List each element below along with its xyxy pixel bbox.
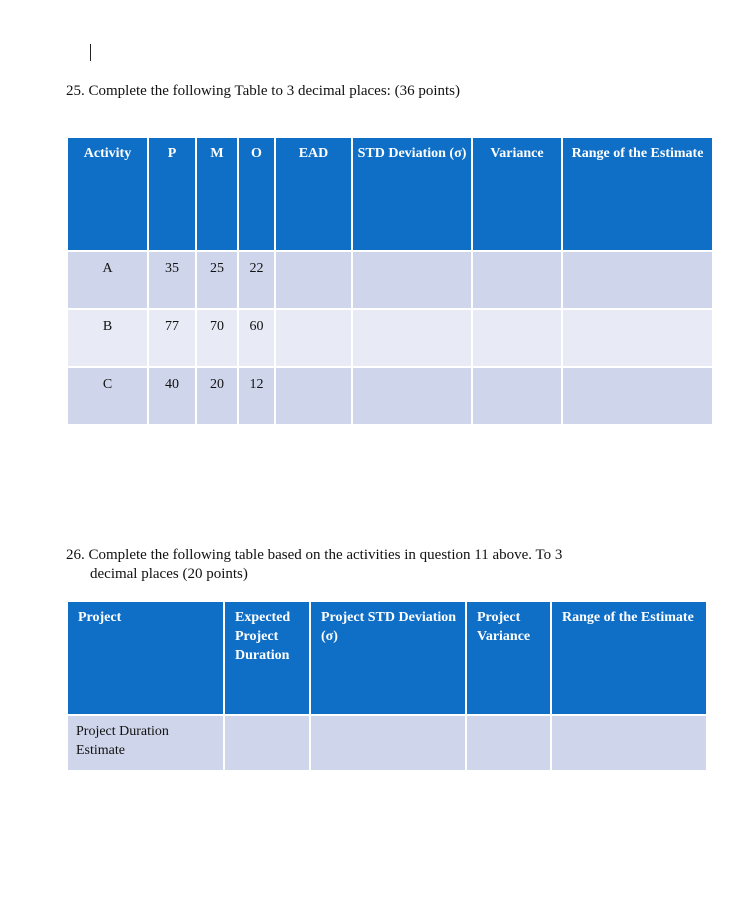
table-row [67,367,713,425]
table-header-row [67,601,707,715]
header-o: O [238,137,275,251]
table-header-row [67,137,713,251]
header-p: P [148,137,196,251]
cell-activity: B [67,309,148,367]
header-project: Project [67,601,224,715]
cell-m: 70 [196,309,238,367]
cell-p: 35 [148,251,196,309]
cell-variance[interactable] [466,715,551,771]
question-25: 25. Complete the following Table to 3 decimal places: (36 points) [66,83,461,99]
header-activity: Activity [67,137,148,251]
project-table [66,600,708,772]
cell-m: 20 [196,367,238,425]
cell-ead[interactable] [275,309,352,367]
cell-p: 40 [148,367,196,425]
table-row [67,251,713,309]
cell-ead[interactable] [275,367,352,425]
cell-std[interactable] [352,251,472,309]
cell-activity: A [67,251,148,309]
question-26-line1: 26. Complete the following table based on the activities in question 11 above. To 3 [66,547,563,563]
cell-project-label: Project Duration Estimate [67,715,224,771]
header-project-variance: Project Variance [466,601,551,715]
cell-ead[interactable] [275,251,352,309]
table-row [67,309,713,367]
cell-range[interactable] [562,251,713,309]
table-row [67,715,707,771]
header-m: M [196,137,238,251]
cell-range[interactable] [551,715,707,771]
cell-std[interactable] [352,367,472,425]
header-range: Range of the Estimate [551,601,707,715]
cell-expected[interactable] [224,715,310,771]
cell-m: 25 [196,251,238,309]
header-ead: EAD [275,137,352,251]
cell-range[interactable] [562,367,713,425]
cell-std[interactable] [310,715,466,771]
header-std-deviation: STD Deviation (σ) [352,137,472,251]
cell-variance[interactable] [472,251,562,309]
header-project-std: Project STD Deviation (σ) [310,601,466,715]
text-cursor [90,44,91,61]
cell-p: 77 [148,309,196,367]
cell-range[interactable] [562,309,713,367]
cell-o: 22 [238,251,275,309]
cell-variance[interactable] [472,367,562,425]
cell-o: 12 [238,367,275,425]
cell-std[interactable] [352,309,472,367]
activity-table [66,136,714,426]
cell-o: 60 [238,309,275,367]
header-expected-duration: Expected Project Duration [224,601,310,715]
header-variance: Variance [472,137,562,251]
cell-variance[interactable] [472,309,562,367]
question-26-line2: decimal places (20 points) [90,566,248,582]
cell-activity: C [67,367,148,425]
question-26 [66,546,562,584]
header-range: Range of the Estimate [562,137,713,251]
